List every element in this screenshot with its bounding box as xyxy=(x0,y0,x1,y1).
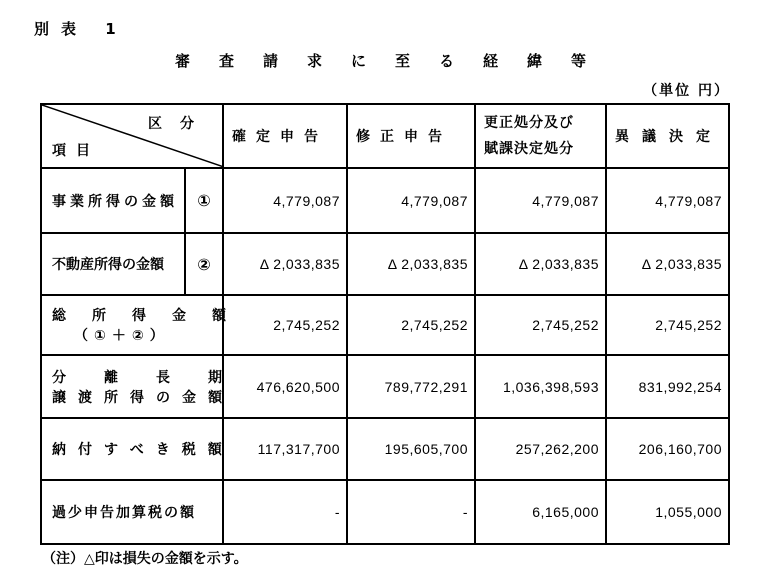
value-cell: 1,036,398,593 xyxy=(475,355,606,418)
table-row xyxy=(41,233,729,295)
col-header-igi: 異議決定 xyxy=(606,104,729,168)
value-cell: - xyxy=(223,480,347,544)
row-label-line1: 分離長期 xyxy=(52,369,260,386)
row-label xyxy=(41,355,260,418)
value-cell: 2,745,252 xyxy=(606,295,729,355)
row-label: 過少申告加算税の額 xyxy=(41,480,223,544)
row-label-line2: 譲渡所得の金額 xyxy=(52,389,234,406)
row-label: 事業所得の金額 xyxy=(41,168,185,233)
value-cell: 476,620,500 xyxy=(223,355,347,418)
col-header-kosei xyxy=(475,104,606,168)
table-row xyxy=(41,355,729,418)
value-cell: 6,165,000 xyxy=(475,480,606,544)
col-header-kakutei: 確定申告 xyxy=(223,104,347,168)
value-cell: 4,779,087 xyxy=(475,168,606,233)
history-table xyxy=(40,103,730,545)
row-label: 不動産所得の金額 xyxy=(41,233,185,295)
value-cell: Δ 2,033,835 xyxy=(223,233,347,295)
value-cell: 831,992,254 xyxy=(606,355,729,418)
row-mark: ① xyxy=(185,168,223,233)
value-cell: 2,745,252 xyxy=(223,295,347,355)
col-header-kosei-line1: 更正処分及び xyxy=(484,115,574,131)
header-row xyxy=(41,104,729,168)
unit-label: （単位 円） xyxy=(643,83,730,99)
diagonal-header-cell xyxy=(41,104,223,168)
value-cell: - xyxy=(347,480,475,544)
komoku-label: 項目 xyxy=(52,143,100,159)
value-cell: 257,262,200 xyxy=(475,418,606,480)
value-cell: 4,779,087 xyxy=(606,168,729,233)
value-cell: 789,772,291 xyxy=(347,355,475,418)
table-row xyxy=(41,480,729,544)
row-label-line2: （①＋②） xyxy=(74,328,170,344)
value-cell: 206,160,700 xyxy=(606,418,729,480)
value-cell: 4,779,087 xyxy=(223,168,347,233)
row-mark: ② xyxy=(185,233,223,295)
row-label: 納付すべき税額 xyxy=(41,418,223,480)
value-cell: Δ 2,033,835 xyxy=(606,233,729,295)
table-row xyxy=(41,418,729,480)
col-header-kosei-line2: 賦課決定処分 xyxy=(484,141,574,157)
value-cell: 1,055,000 xyxy=(606,480,729,544)
table-row xyxy=(41,295,729,355)
col-header-shusei: 修正申告 xyxy=(347,104,475,168)
row-label-line1: 総所得金額 xyxy=(52,308,252,324)
table-row xyxy=(41,168,729,233)
value-cell: 2,745,252 xyxy=(347,295,475,355)
document-label: 別表 1 xyxy=(34,20,128,38)
row-label xyxy=(41,295,252,355)
value-cell: 2,745,252 xyxy=(475,295,606,355)
value-cell: Δ 2,033,835 xyxy=(347,233,475,295)
page-title: 審査請求に至る経緯等 xyxy=(175,52,616,70)
value-cell: 117,317,700 xyxy=(223,418,347,480)
value-cell: Δ 2,033,835 xyxy=(475,233,606,295)
value-cell: 4,779,087 xyxy=(347,168,475,233)
kubun-label: 区分 xyxy=(148,116,212,132)
footnote: （注）△印は損失の金額を示す。 xyxy=(42,551,248,567)
value-cell: 195,605,700 xyxy=(347,418,475,480)
